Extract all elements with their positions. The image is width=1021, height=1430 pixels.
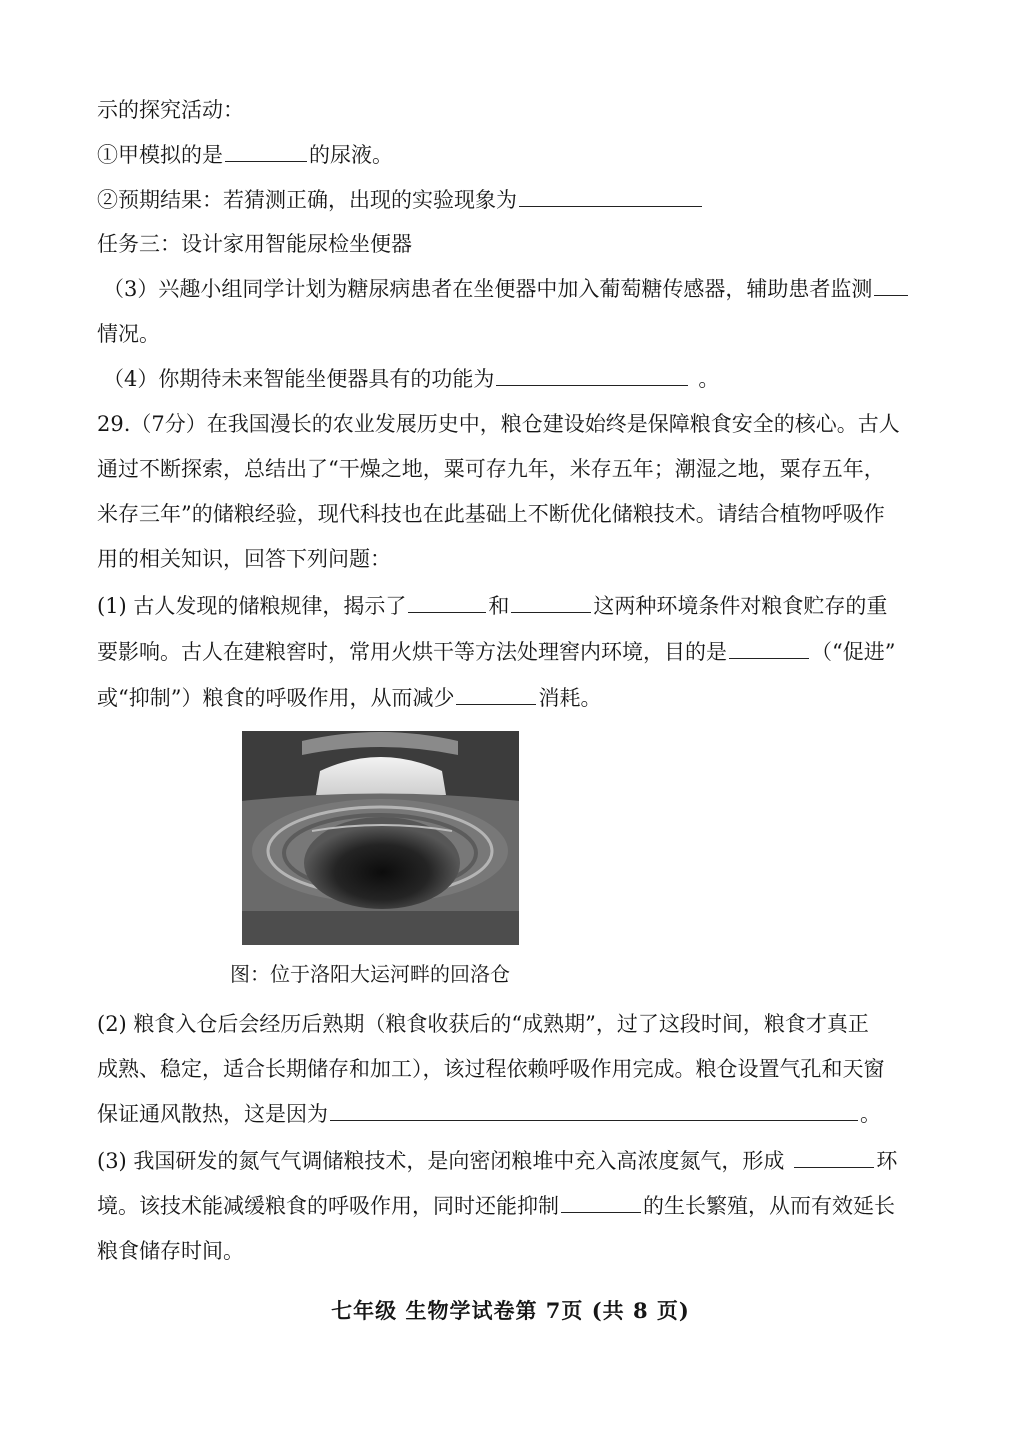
answer-blank[interactable] xyxy=(794,1147,874,1168)
text: 的生长繁殖，从而有效延长 xyxy=(643,1194,895,1218)
question-29-line-4 xyxy=(97,545,391,573)
question-line-fill-1 xyxy=(97,141,393,169)
text: 保证通风散热，这是因为 xyxy=(97,1102,328,1126)
subquestion-1-line-1 xyxy=(97,592,887,620)
question-4-line xyxy=(103,365,719,393)
answer-blank[interactable] xyxy=(225,141,307,162)
question-29-line-1 xyxy=(97,410,900,438)
task-heading xyxy=(97,230,412,258)
page-footer: 七年级 生物学试卷第 7页 (共 8 页) xyxy=(331,1298,690,1323)
text: 米存三年”的储粮经验，现代科技也在此基础上不断优化储粮技术。请结合植物呼吸作 xyxy=(97,502,885,526)
text: （3）兴趣小组同学计划为糖尿病患者在坐便器中加入葡萄糖传感器，辅助患者监测 xyxy=(103,277,873,301)
text: 或“抑制”）粮食的呼吸作用，从而减少 xyxy=(97,686,455,710)
text: 消耗。 xyxy=(538,686,602,710)
answer-blank[interactable] xyxy=(561,1192,641,1213)
answer-blank[interactable] xyxy=(874,275,908,296)
text: 和 xyxy=(488,594,510,618)
text: 情况。 xyxy=(97,322,160,346)
text: 境。该技术能减缓粮食的呼吸作用，同时还能抑制 xyxy=(97,1194,559,1218)
text: 任务三：设计家用智能尿检坐便器 xyxy=(97,232,412,256)
text: ②预期结果：若猜测正确，出现的实验现象为 xyxy=(97,188,517,212)
granary-illustration xyxy=(242,731,519,945)
subquestion-3-line-1 xyxy=(97,1147,897,1175)
subquestion-2-line-3 xyxy=(97,1100,881,1128)
subquestion-3-line-3 xyxy=(97,1237,244,1265)
answer-blank[interactable] xyxy=(496,365,688,386)
question-29-line-3 xyxy=(97,500,885,528)
subquestion-1-line-3 xyxy=(97,684,601,712)
text: (1) 古人发现的储粮规律，揭示了 xyxy=(97,594,407,618)
question-29-line-2 xyxy=(97,455,885,483)
text: 的尿液。 xyxy=(309,143,393,167)
subquestion-1-line-2 xyxy=(97,638,895,666)
text: （“促进” xyxy=(811,640,896,664)
text: 示的探究活动： xyxy=(97,98,244,122)
text: 通过不断探索，总结出了“干燥之地，粟可存九年，米存五年；潮湿之地，粟存五年， xyxy=(97,457,885,481)
text: (2) 粮食入仓后会经历后熟期（粮食收获后的“成熟期”，过了这段时间，粮食才真正 xyxy=(97,1012,869,1036)
figure-caption: 图：位于洛阳大运河畔的回洛仓 xyxy=(230,962,510,986)
text: 粮食储存时间。 xyxy=(97,1239,244,1263)
question-3-line xyxy=(103,275,910,303)
answer-blank[interactable] xyxy=(408,592,486,613)
text: 29.（7分）在我国漫长的农业发展历史中，粮仓建设始终是保障粮食安全的核心。古人 xyxy=(97,412,900,436)
answer-blank[interactable] xyxy=(456,684,536,705)
text-line xyxy=(97,320,160,348)
text: 。 xyxy=(698,367,720,391)
text: 用的相关知识，回答下列问题： xyxy=(97,547,391,571)
answer-blank[interactable] xyxy=(519,186,702,207)
subquestion-2-line-2 xyxy=(97,1055,885,1083)
answer-blank[interactable] xyxy=(511,592,591,613)
question-line-fill-2 xyxy=(97,186,704,214)
text: 成熟、稳定，适合长期储存和加工），该过程依赖呼吸作用完成。粮仓设置气孔和天窗 xyxy=(97,1057,885,1081)
text-line-1 xyxy=(97,96,244,124)
text: 这两种环境条件对粮食贮存的重 xyxy=(593,594,888,618)
text: （4）你期待未来智能坐便器具有的功能为 xyxy=(103,367,495,391)
text: (3) 我国研发的氮气气调储粮技术，是向密闭粮堆中充入高浓度氮气，形成 xyxy=(97,1149,785,1173)
answer-blank[interactable] xyxy=(729,638,809,659)
subquestion-2-line-1 xyxy=(97,1010,869,1038)
text: 。 xyxy=(860,1102,881,1126)
subquestion-3-line-2 xyxy=(97,1192,895,1220)
text: 要影响。古人在建粮窖时，常用火烘干等方法处理窖内环境，目的是 xyxy=(97,640,727,664)
text: 环 xyxy=(876,1149,898,1173)
granary-photo xyxy=(242,731,519,945)
text: ①甲模拟的是 xyxy=(97,143,223,167)
answer-blank[interactable] xyxy=(330,1100,858,1121)
